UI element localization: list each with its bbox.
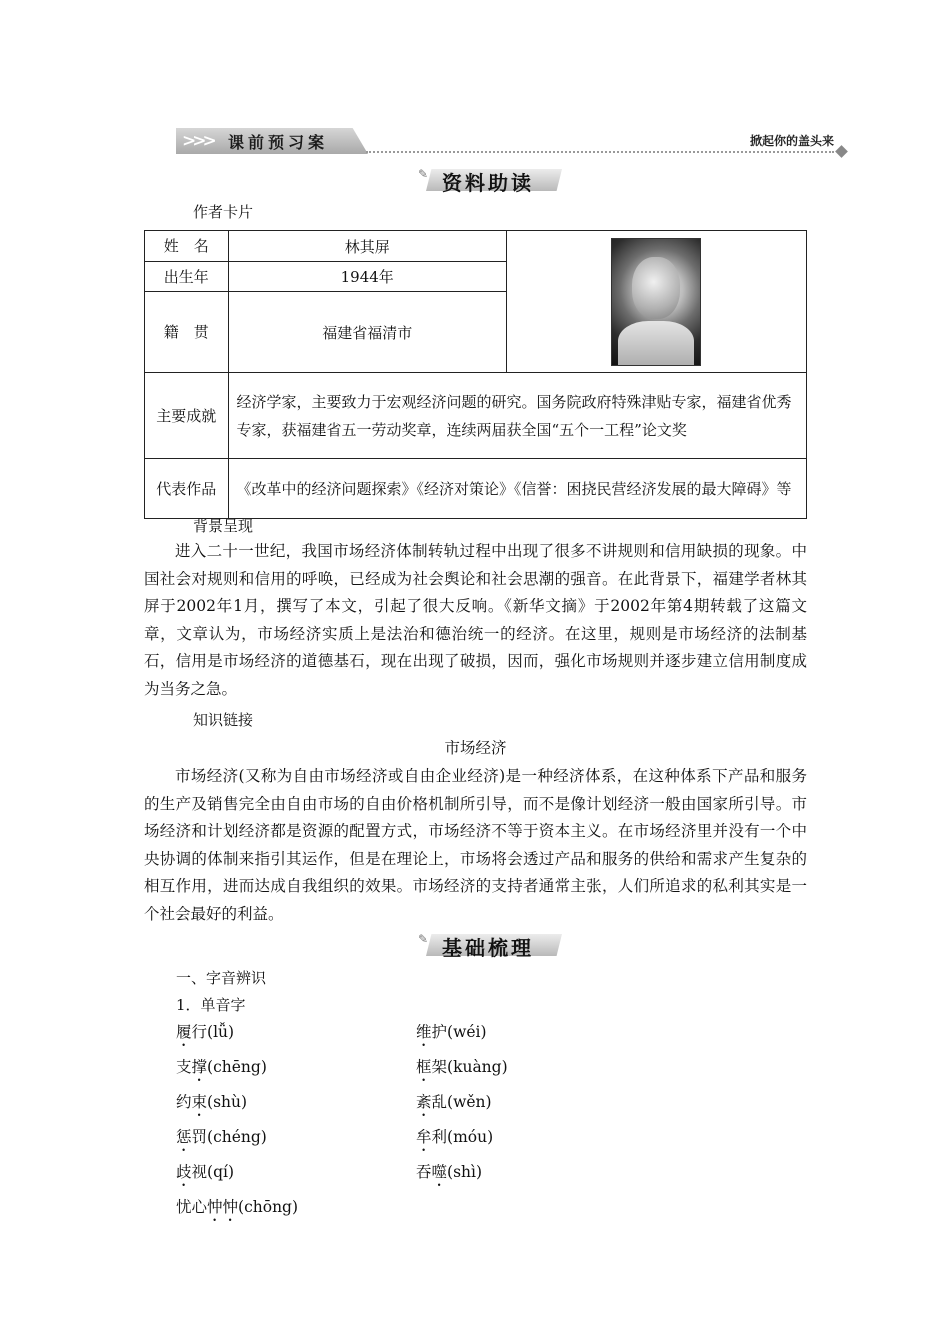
section-title: 基础梳理 xyxy=(442,936,534,960)
background-paragraph: 进入二十一世纪，我国市场经济体制转轨过程中出现了很多不讲规则和信用缺损的现象。中国社会对规则和信用的呼唤，已经成为社会舆论和社会思潮的强音。在此背景下，福建学者林其屏于2002年1月，撰写了本文，引起了很大反响。《新华文摘》于2002年第4期转载了这篇文章，文章认为，市场经济实质上是法治和德治统一的经济。在这里，规则是市场经济的法制基石，信用是市场经济的道德基石，现在出现了破损，因而，强化市场规则并逐步建立信用制度成为当务之急。 xyxy=(144,542,807,698)
origin-key: 籍 贯 xyxy=(145,292,229,373)
list-row xyxy=(176,1160,776,1195)
achieve-key: 主要成就 xyxy=(145,373,229,459)
origin-value: 福建省福清市 xyxy=(228,292,506,373)
background-label: 背景呈现 xyxy=(193,517,254,535)
works-value: 《改革中的经济问题探索》《经济对策论》《信誉：困挠民营经济发展的最大障碍》等 xyxy=(228,459,806,519)
birth-value: 1944年 xyxy=(228,262,506,292)
author-table xyxy=(144,230,807,519)
author-card-label: 作者卡片 xyxy=(193,203,254,221)
photo-cell xyxy=(506,231,806,373)
knowledge-title: 市场经济 xyxy=(444,739,507,757)
name-value: 林其屏 xyxy=(228,231,506,262)
top-banner xyxy=(176,128,848,158)
list-item: 吞噬(shì) xyxy=(416,1163,483,1181)
list-item: 约束(shù) xyxy=(176,1093,248,1111)
list-item: 歧视(qí) xyxy=(176,1163,234,1181)
works-key: 代表作品 xyxy=(145,459,229,519)
section-header-jichu xyxy=(418,930,564,960)
birth-key: 出生年 xyxy=(145,262,229,292)
list-row xyxy=(176,1090,776,1125)
list-item: 维护(wéi) xyxy=(416,1023,487,1041)
list-item: 忧心忡忡(chōng) xyxy=(176,1198,299,1216)
list-item: 支撑(chēng) xyxy=(176,1058,267,1076)
pen-icon: ✎ xyxy=(418,932,429,946)
name-key: 姓 名 xyxy=(145,231,229,262)
list-row xyxy=(176,1195,776,1230)
knowledge-label: 知识链接 xyxy=(193,711,254,729)
diamond-icon xyxy=(835,145,848,158)
list-row xyxy=(176,1125,776,1160)
achieve-value: 经济学家，主要致力于宏观经济问题的研究。国务院政府特殊津贴专家，福建省优秀专家，获福建省五一劳动奖章，连续两届获全国“五个一工程”论文奖 xyxy=(228,373,806,459)
section-header-ziliao xyxy=(418,165,564,195)
list-item: 框架(kuàng) xyxy=(416,1058,508,1076)
banner-right-text: 掀起你的盖头来 xyxy=(749,134,834,148)
basics-heading-1: 一、字音辨识 xyxy=(176,969,267,987)
banner-title: 课前预习案 xyxy=(228,133,329,152)
knowledge-paragraph: 市场经济(又称为自由市场经济或自由企业经济)是一种经济体系，在这种体系下产品和服务的生产及销售完全由自由市场的自由价格机制所引导，而不是像计划经济一般由国家所引导。市场经济和计划经济都是资源的配置方式，市场经济不等于资本主义。在市场经济里并没有一个中央协调的体制来指引其运作，但是在理论上，市场将会透过产品和服务的供给和需求产生复杂的相互作用，进而达成自我组织的效果。市场经济的支持者通常主张，人们所追求的私利其实是一个社会最好的利益。 xyxy=(144,767,807,923)
pronunciation-list xyxy=(176,1020,776,1230)
section-title: 资料助读 xyxy=(442,171,534,195)
list-row xyxy=(176,1020,776,1055)
list-item: 履行(lǚ) xyxy=(176,1023,235,1041)
basics-heading-2: 1．单音字 xyxy=(176,996,246,1014)
list-row xyxy=(176,1055,776,1090)
list-item: 惩罚(chéng) xyxy=(176,1128,267,1146)
list-item: 紊乱(wěn) xyxy=(416,1093,492,1111)
list-item: 牟利(móu) xyxy=(416,1128,494,1146)
banner-dotted-line xyxy=(366,151,834,153)
author-photo xyxy=(611,238,701,366)
pen-icon: ✎ xyxy=(418,167,429,181)
double-chevron-icon: >>> xyxy=(182,131,213,151)
